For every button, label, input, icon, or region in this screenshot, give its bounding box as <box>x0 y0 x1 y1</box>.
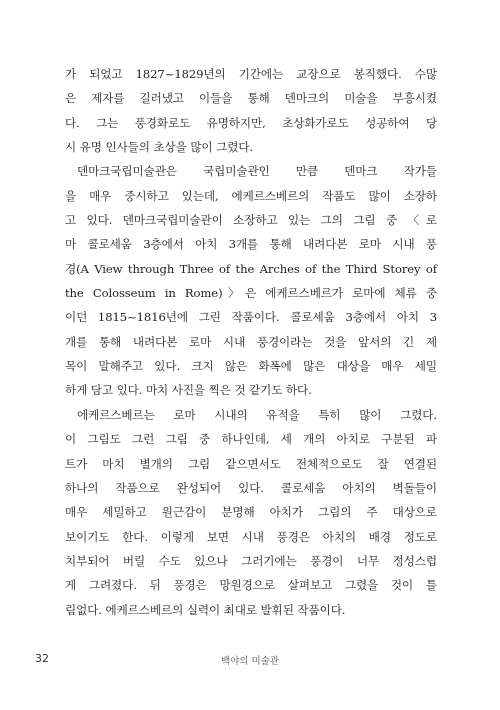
text-line: 하나의 작품으로 완성되어 있다. 콜로세움 아치의 벽돌들이 <box>65 480 437 495</box>
paragraph-first-line: 덴마크국립미술관은 국립미술관인 만큼 덴마크 작가들 <box>77 164 437 179</box>
page-number: 32 <box>35 652 49 665</box>
body-text <box>65 62 437 622</box>
text-line: 개를 통해 내려다본 로마 시내 풍경이라는 것을 앞서의 긴 제 <box>65 334 437 349</box>
text-line: 시 유명 인사들의 초상을 많이 그렸다. <box>65 140 254 155</box>
text-line: the Colosseum in Rome)〉은 에케르스베르가 로마에 체류 중 <box>65 286 437 301</box>
text-line: 매우 세밀하고 원근감이 분명해 아치가 그림의 주 대상으로 <box>65 505 437 520</box>
text-line: 목이 말해주고 있다. 크지 않은 화폭에 많은 대상을 매우 세밀 <box>65 359 437 374</box>
paragraph-first-line: 에케르스베르는 로마 시내의 유적을 특히 많이 그렸다. <box>77 407 437 422</box>
running-title: 백야의 미술관 <box>220 656 280 667</box>
text-line: 다. 그는 풍경화로도 유명하지만, 초상화가로도 성공하여 당 <box>65 115 437 130</box>
text-line: 경(A View through Three of the Arches of the Third Storey of <box>65 261 437 276</box>
text-line: 은 제자를 길러냈고 이들을 통해 덴마크의 미술을 부흥시켰 <box>65 91 437 106</box>
text-line: 이 그림도 그런 그림 중 하나인데, 세 개의 아치로 구분된 파 <box>65 432 437 447</box>
text-line: 치부되어 버릴 수도 있으나 그러기에는 풍경이 너무 정성스럽 <box>65 553 437 568</box>
text-line: 림없다. 에케르스베르의 실력이 최대로 발휘된 작품이다. <box>65 602 346 617</box>
text-line: 가 되었고 1827~1829년의 기간에는 교장으로 봉직했다. 수많 <box>65 67 437 81</box>
text-line: 이던 1815~1816년에 그린 작품이다. 콜로세움 3층에서 아치 3 <box>65 310 438 325</box>
text-line: 하게 담고 있다. 마치 사진을 찍은 것 같기도 하다. <box>65 383 312 398</box>
text-line: 마 콜로세움 3층에서 아치 3개를 통해 내려다본 로마 시내 풍 <box>65 237 437 252</box>
text-line: 고 있다. 덴마크국립미술관이 소장하고 있는 그의 그림 중 〈로 <box>65 213 437 228</box>
text-line: 을 매우 중시하고 있는데, 에케르스베르의 작품도 많이 소장하 <box>65 188 437 203</box>
text-line: 게 그려졌다. 뒤 풍경은 망원경으로 살펴보고 그렸을 것이 틀 <box>65 578 437 593</box>
text-line: 트가 마치 별개의 그림 같으면서도 전체적으로도 잘 연결된 <box>65 456 437 471</box>
text-line: 보이기도 한다. 이렇게 보면 시내 풍경은 아치의 배경 정도로 <box>65 529 437 544</box>
